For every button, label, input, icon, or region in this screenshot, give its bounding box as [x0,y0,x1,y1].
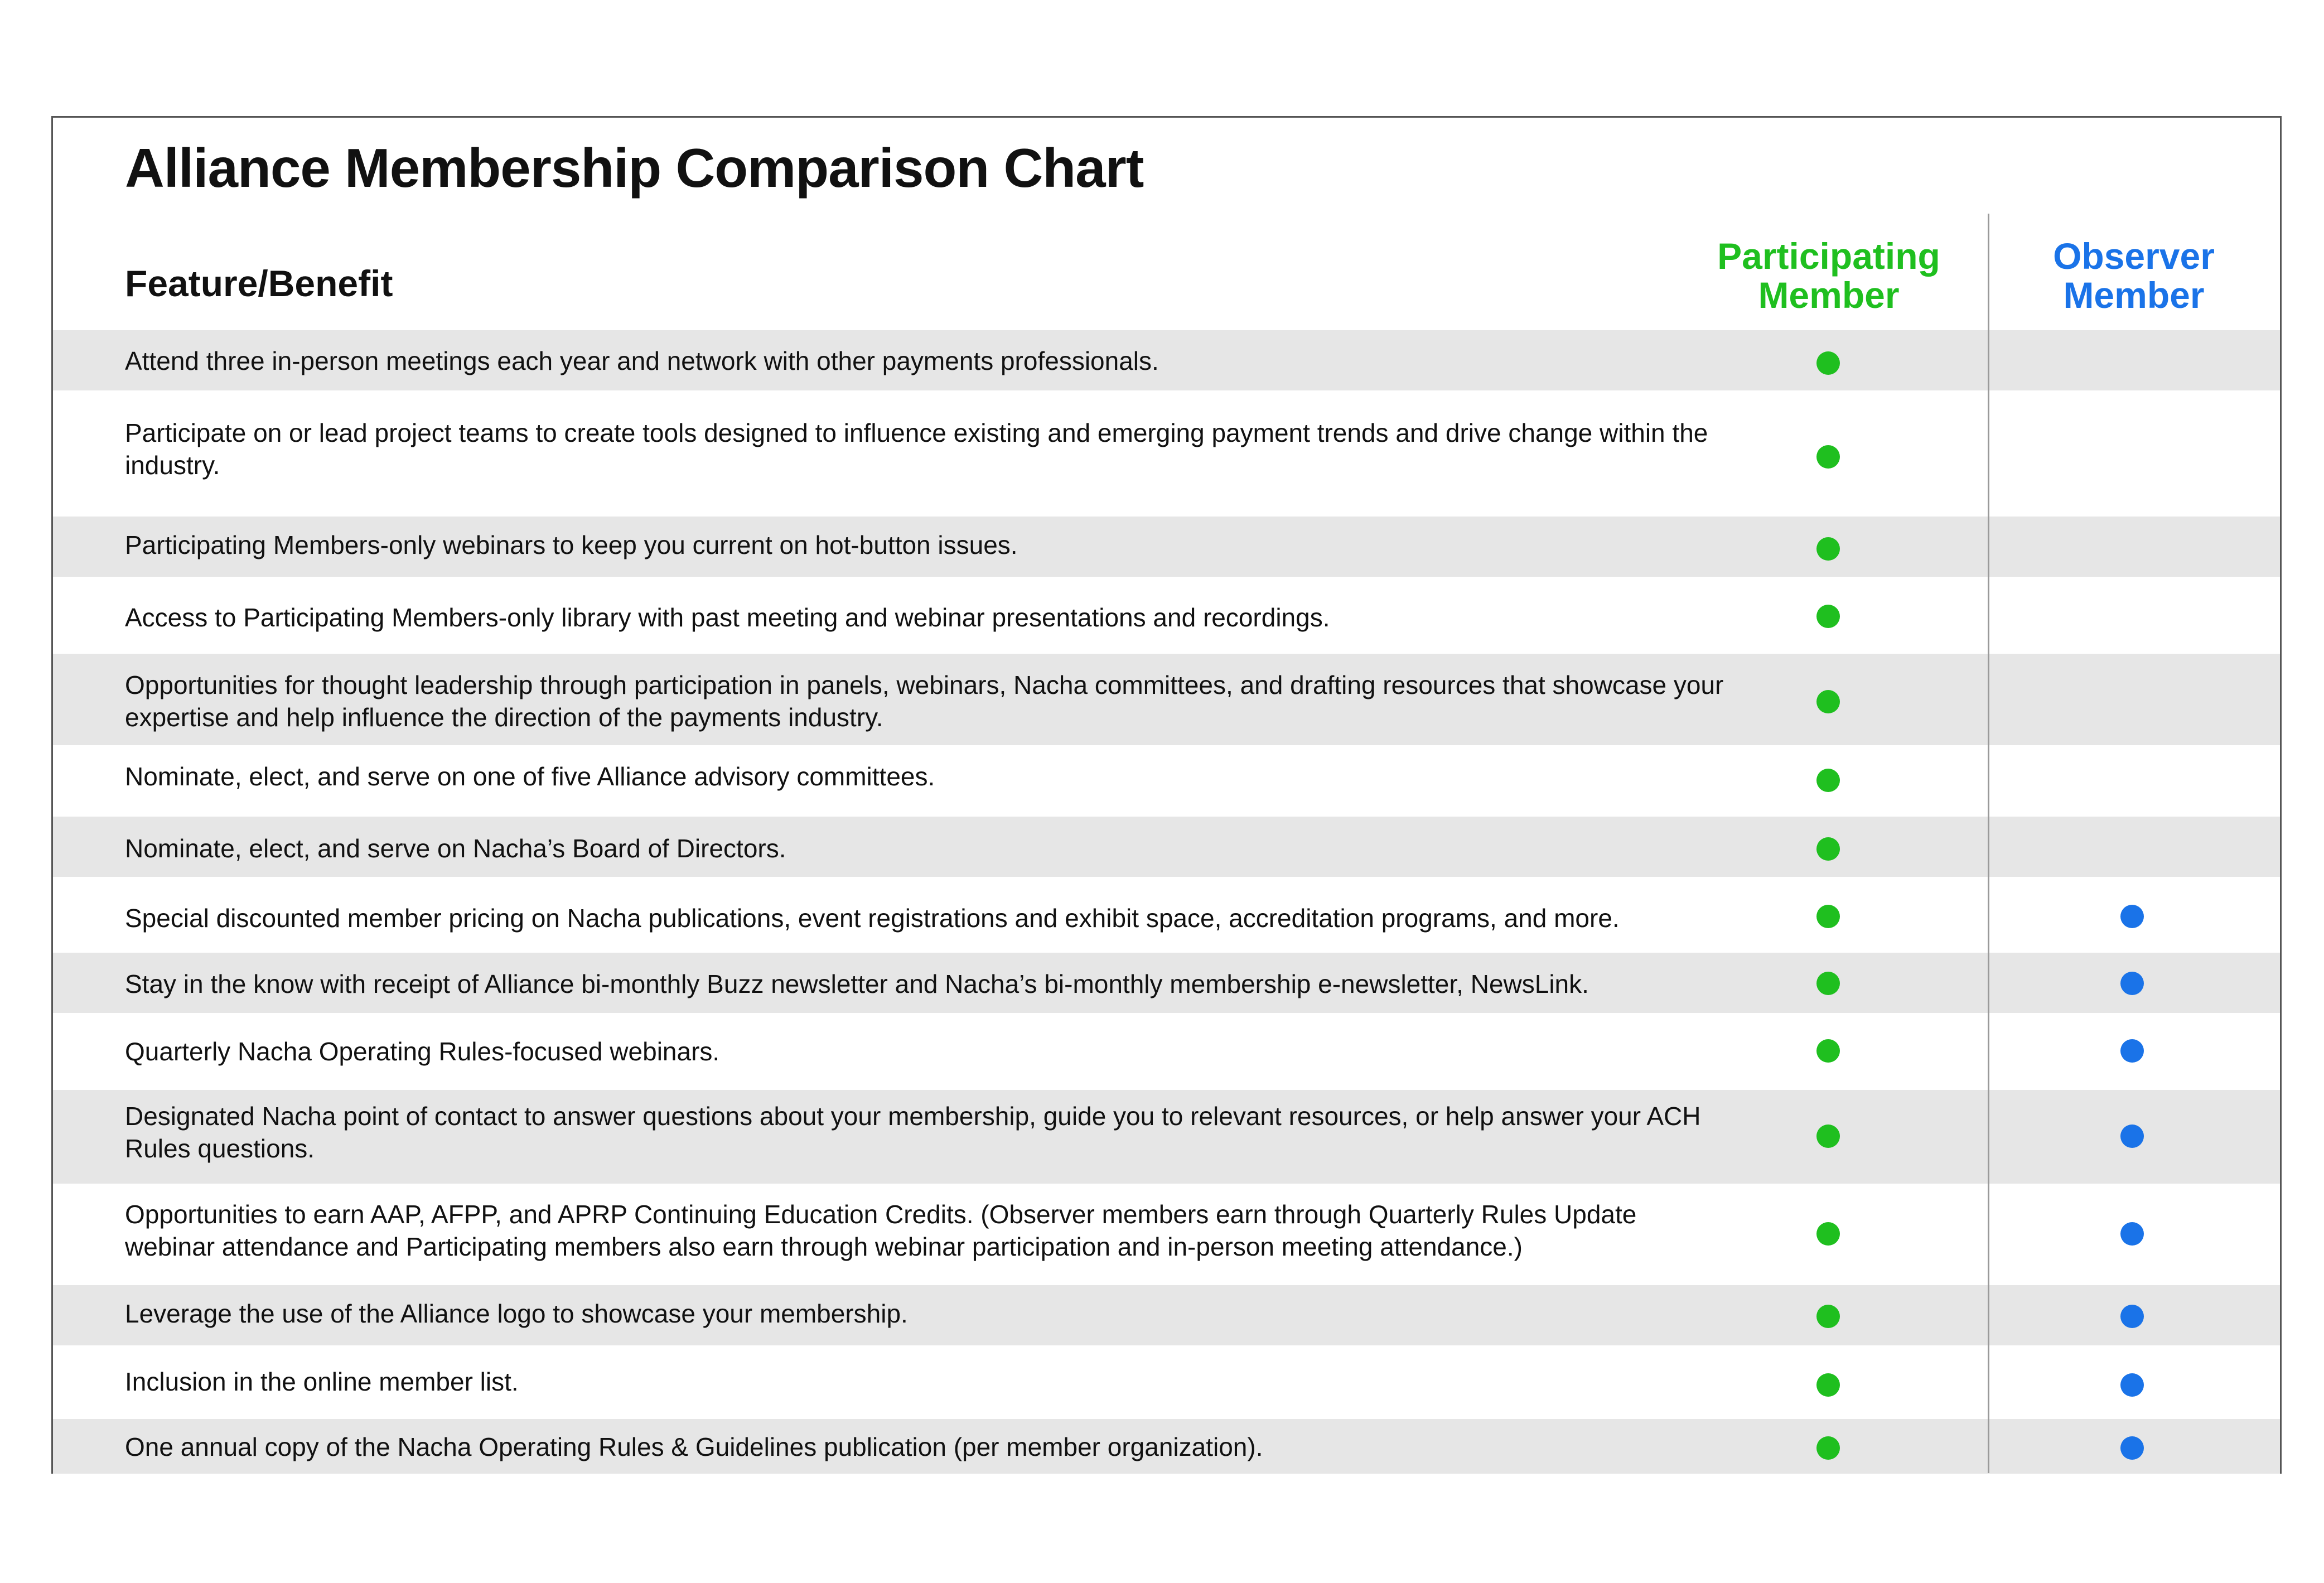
table-row [53,1090,2280,1184]
column-divider [1988,214,1989,1473]
participating-included-dot-icon [1816,972,1840,995]
participating-included-dot-icon [1816,1373,1840,1397]
participating-included-dot-icon [1816,837,1840,861]
feature-text: Quarterly Nacha Operating Rules-focused webinars. [125,1037,720,1066]
feature-text: Leverage the use of the Alliance logo to showcase your membership. [125,1299,908,1328]
table-row [53,577,2280,654]
observer-included-dot-icon [2120,905,2144,928]
feature-text: Special discounted member pricing on Nacha publications, event registrations and exhibit space, accreditation programs, and more. [125,904,1620,933]
participating-included-dot-icon [1816,905,1840,928]
table-row [53,1285,2280,1345]
feature-text: Stay in the know with receipt of Alliance bi-monthly Buzz newsletter and Nacha’s bi-monthly membership e-newsletter, NewsLink. [125,969,1589,998]
participating-included-dot-icon [1816,605,1840,628]
table-row [53,1013,2280,1090]
observer-included-dot-icon [2120,1436,2144,1460]
table-row [53,517,2280,577]
column-header-participating-line2: Member [1758,274,1900,316]
feature-text: Opportunities to earn AAP, AFPP, and APRP Continuing Education Credits. (Observer members earn through Quarterly Rules Update webinar attendance and Participating members also earn through webinar participation and in-person meeting attendance.) [125,1200,1637,1261]
table-row [53,817,2280,877]
feature-text: Attend three in-person meetings each year and network with other payments professionals. [125,346,1159,375]
column-header-observer-member [1978,237,2290,315]
table-row [53,877,2280,953]
participating-included-dot-icon [1816,1222,1840,1246]
page-title: Alliance Membership Comparison Chart [125,137,1144,199]
table-row [53,745,2280,817]
table-row [53,1345,2280,1419]
participating-included-dot-icon [1816,1039,1840,1063]
column-header-observer-line2: Member [2063,274,2205,316]
feature-text: Inclusion in the online member list. [125,1367,519,1396]
table-row [53,654,2280,745]
participating-included-dot-icon [1816,537,1840,561]
observer-included-dot-icon [2120,1124,2144,1148]
observer-included-dot-icon [2120,1305,2144,1328]
table-row [53,953,2280,1013]
feature-text: One annual copy of the Nacha Operating Rules & Guidelines publication (per member organization). [125,1432,1263,1461]
participating-included-dot-icon [1816,769,1840,792]
table-row [53,1419,2280,1474]
column-header-feature: Feature/Benefit [125,263,393,304]
participating-included-dot-icon [1816,690,1840,713]
table-row [53,390,2280,517]
feature-text: Nominate, elect, and serve on one of five Alliance advisory committees. [125,762,935,791]
table-row [53,330,2280,390]
feature-text: Access to Participating Members-only library with past meeting and webinar presentations and recordings. [125,603,1330,632]
feature-text: Nominate, elect, and serve on Nacha’s Board of Directors. [125,834,786,863]
participating-included-dot-icon [1816,1436,1840,1460]
observer-included-dot-icon [2120,1373,2144,1397]
column-header-observer-line1: Observer [2053,235,2215,277]
feature-text: Designated Nacha point of contact to answer questions about your membership, guide you to relevant resources, or help answer your ACH Rules questions. [125,1102,1701,1163]
table-row [53,1184,2280,1285]
observer-included-dot-icon [2120,1039,2144,1063]
feature-text: Participate on or lead project teams to create tools designed to influence existing and emerging payment trends and drive change within the industry. [125,418,1708,480]
participating-included-dot-icon [1816,1305,1840,1328]
observer-included-dot-icon [2120,1222,2144,1246]
feature-text: Participating Members-only webinars to keep you current on hot-button issues. [125,530,1018,559]
participating-included-dot-icon [1816,445,1840,469]
participating-included-dot-icon [1816,1124,1840,1148]
participating-included-dot-icon [1816,351,1840,375]
observer-included-dot-icon [2120,972,2144,995]
feature-text: Opportunities for thought leadership through participation in panels, webinars, Nacha committees, and drafting resources that showcase your expertise and help influence the direction of the payments industry. [125,670,1724,732]
column-header-participating-member [1673,237,1985,315]
column-header-participating-line1: Participating [1717,235,1940,277]
